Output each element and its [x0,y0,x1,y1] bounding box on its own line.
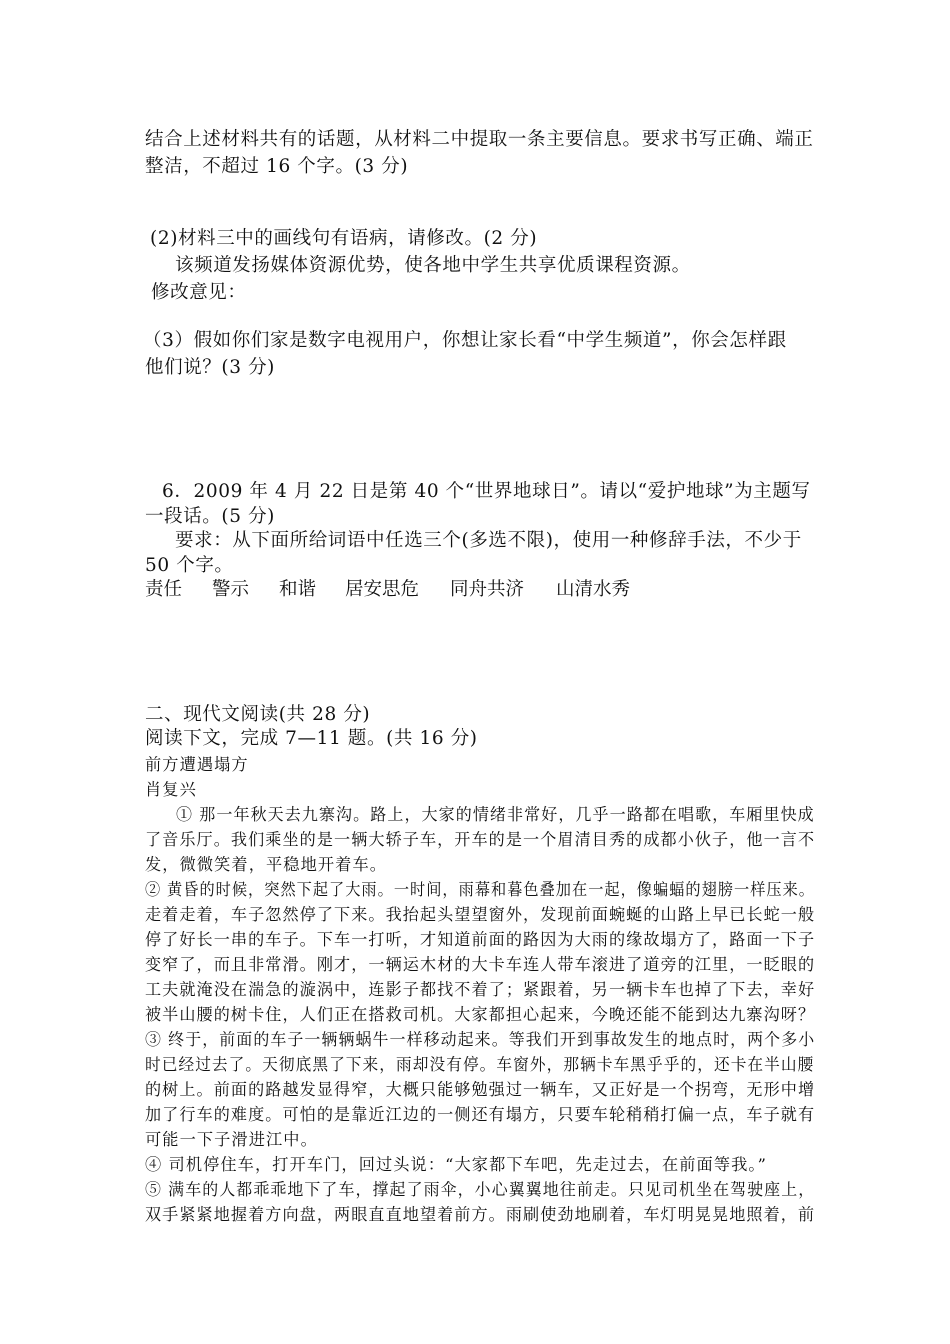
article-line: ④ 司机停住车，打开车门，回过头说：“大家都下车吧，先走过去，在前面等我。” [145,1155,767,1174]
article-line: 走着走着，车子忽然停了下来。我抬起头望望窗外，发现前面蜿蜒的山路上早已长蛇一般 [145,905,816,924]
article-line: 的树上。前面的路越发显得窄，大概只能够勉强过一辆车，又正好是一个拐弯，无形中增 [145,1080,816,1099]
article-line: ③ 终于，前面的车子一辆辆蜗牛一样移动起来。等我们开到事故发生的地点时，两个多小 [145,1030,816,1049]
question-2-title: (2)材料三中的画线句有语病，请修改。(2 分) [150,228,538,249]
question-2-answer-label: 修改意见： [151,282,247,303]
article-line: 加了行车的难度。可怕的是靠近江边的一侧还有塌方，只要车轮稍稍打偏一点，车子就有 [145,1105,816,1124]
article-line: 被半山腰的树卡住，人们正在搭救司机。大家都担心起来，今晚还能不能到达九寨沟呀？ [145,1005,816,1024]
word-item: 和谐 [279,579,317,600]
article-line: 发，微微笑着，平稳地开着车。 [145,855,388,874]
reading-instruction: 阅读下文，完成 7—11 题。(共 16 分) [145,728,478,749]
article-line: ② 黄昏的时候，突然下起了大雨。一时间，雨幕和暮色叠加在一起，像蝙蝠的翅膀一样压来。 [145,880,815,899]
article-line: 工夫就淹没在湍急的漩涡中，连影子都找不着了；紧跟着，另一辆卡车也掉了下去，幸好 [145,980,816,999]
article-line: 可能一下子滑进江中。 [145,1130,318,1149]
article-line: ① 那一年秋天去九寨沟。路上，大家的情绪非常好，几乎一路都在唱歌，车厢里快成 [176,805,815,824]
word-item: 居安思危 [345,579,420,600]
question-6-line-2: 一段话。(5 分) [145,506,275,527]
article-line: 时已经过去了。天彻底黑了下来，雨却没有停。车窗外，那辆卡车黑乎乎的，还卡在半山腰 [145,1055,815,1074]
question-2-sentence: 该频道发扬媒体资源优势，使各地中学生共享优质课程资源。 [175,255,691,276]
word-item: 同舟共济 [450,579,525,600]
question-6-line-1: 6．2009 年 4 月 22 日是第 40 个“世界地球日”。请以“爱护地球”为主题写 [162,481,811,502]
word-item: 警示 [212,579,250,600]
word-item: 山清水秀 [556,579,631,600]
word-item: 责任 [145,579,183,600]
article-line: 双手紧紧地握着方向盘，两眼直直地望着前方。雨刷使劲地刷着，车灯明晃晃地照着，前 [145,1205,816,1224]
question-3-line-1: （3）假如你们家是数字电视用户，你想让家长看“中学生频道”，你会怎样跟 [143,330,787,351]
section1-line-1: 结合上述材料共有的话题，从材料二中提取一条主要信息。要求书写正确、端正 [145,129,814,150]
article-line: 了音乐厅。我们乘坐的是一辆大轿子车，开车的是一个眉清目秀的成都小伙子，他一言不 [145,830,816,849]
question-6-requirement-2: 50 个字。 [145,555,234,576]
article-author: 肖复兴 [145,780,197,799]
section1-line-2: 整洁，不超过 16 个字。(3 分) [145,156,409,177]
article-line: 停了好长一串的车子。下车一打听，才知道前面的路因为大雨的缘故塌方了，路面一下子 [145,930,816,949]
question-3-line-2: 他们说？(3 分) [145,357,275,378]
article-title: 前方遭遇塌方 [145,755,249,774]
article-line: ⑤ 满车的人都乖乖地下了车，撑起了雨伞，小心翼翼地往前走。只见司机坐在驾驶座上， [145,1180,816,1199]
question-6-requirement-1: 要求：从下面所给词语中任选三个(多选不限)，使用一种修辞手法，不少于 [175,530,802,551]
reading-section-heading: 二、现代文阅读(共 28 分) [145,704,371,725]
article-line: 变窄了，而且非常滑。刚才，一辆运木材的大卡车连人带车滚进了道旁的江里，一眨眼的 [145,955,816,974]
